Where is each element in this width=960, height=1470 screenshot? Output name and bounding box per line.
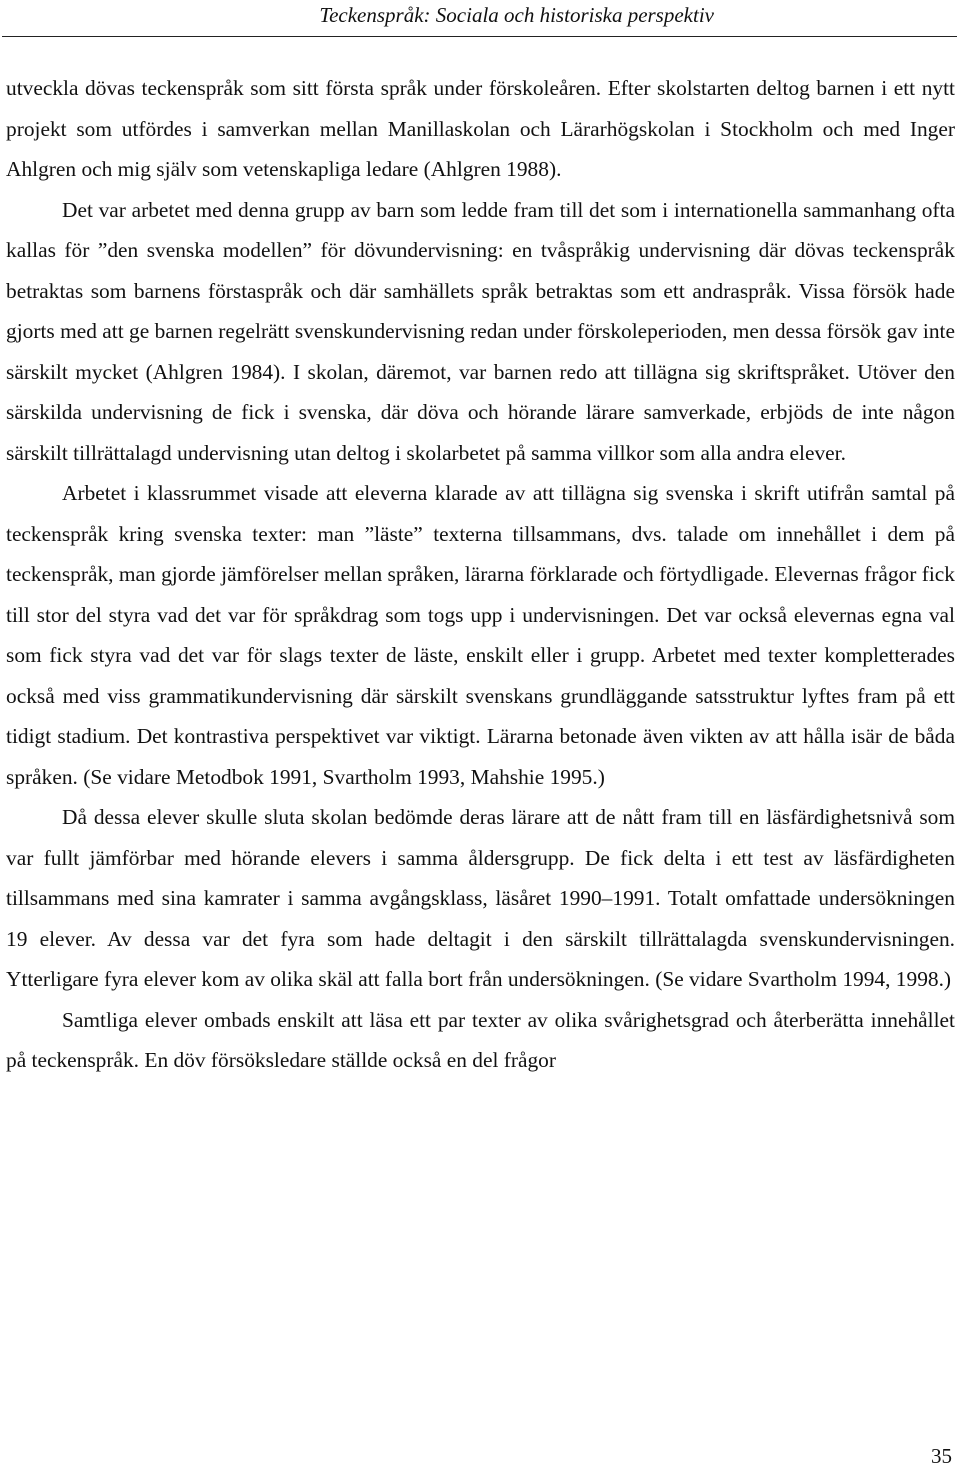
paragraph: Då dessa elever skulle sluta skolan bedömde deras lärare att de nått fram till en läsfärdighetsnivå som var fullt jämförbar med hörande elevers i samma åldersgrupp. De fick delta i ett test av läsfärdigheten tillsammans med sina kamrater i samma avgångsklass, läsåret 1990–1991. Totalt omfattade undersökningen 19 elever. Av dessa var det fyra som hade deltagit i den särskilt tillrättalagda svenskundervisningen. Ytterligare fyra elever kom av olika skäl att falla bort från undersökningen. (Se vidare Svartholm 1994, 1998.) bbox=[6, 805, 955, 991]
header-divider bbox=[2, 36, 957, 37]
paragraph: Det var arbetet med denna grupp av barn som ledde fram till det som i internationella sammanhang ofta kallas för ”den svenska modellen” för dövundervisning: en tvåspråkig undervisning där dövas teckenspråk betraktas som barnens förstaspråk och där samhällets språk betraktas som ett andraspråk. Vissa försök hade gjorts med att ge barnen regelrätt svenskundervisning redan under förskoleperioden, men dessa försök gav inte särskilt mycket (Ahlgren 1984). I skolan, däremot, var barnen redo att tillägna sig skriftspråket. Utöver den särskilda undervisning de fick i svenska, där döva och hörande lärare samverkade, erbjöds de inte någon särskilt tillrättalagd undervisning utan deltog i skolarbetet på samma villkor som alla andra elever. bbox=[6, 197, 955, 465]
running-header: Teckenspråk: Sociala och historiska perspektiv bbox=[319, 3, 714, 27]
paragraph: Samtliga elever ombads enskilt att läsa ett par texter av olika svårighetsgrad och återberätta innehållet på teckenspråk. En döv försöksledare ställde också en del frågor bbox=[6, 1007, 955, 1072]
paragraph: Arbetet i klassrummet visade att eleverna klarade av att tillägna sig svenska i skrift utifrån samtal på teckenspråk kring svenska texter: man ”läste” texterna tillsammans, dvs. talade om innehållet i dem på teckenspråk, man gjorde jämförelser mellan språken, lärarna förklarade och förtydligade. Elevernas frågor fick till stor del styra vad det var för språkdrag som togs upp i undervisningen. Det var också elevernas egna val som fick styra vad det var för slags texter de läste, enskilt eller i grupp. Arbetet med texter kompletterades också med viss grammatikundervisning där särskilt svenskans grundläggande satsstruktur lyftes fram på ett tidigt stadium. Det kontrastiva perspektivet var viktigt. Lärarna betonade även vikten av att hålla isär de båda språken. (Se vidare Metodbok 1991, Svartholm 1993, Mahshie 1995.) bbox=[6, 481, 955, 789]
body-text bbox=[6, 68, 955, 1081]
page-number: 35 bbox=[931, 1444, 952, 1468]
paragraph-continued: utveckla dövas teckenspråk som sitt första språk under förskoleåren. Efter skolstarten deltog barnen i ett nytt projekt som utfördes i samverkan mellan Manillaskolan och Lärarhögskolan i Stockholm och med Inger Ahlgren och mig själv som vetenskapliga ledare (Ahlgren 1988). bbox=[6, 76, 955, 181]
